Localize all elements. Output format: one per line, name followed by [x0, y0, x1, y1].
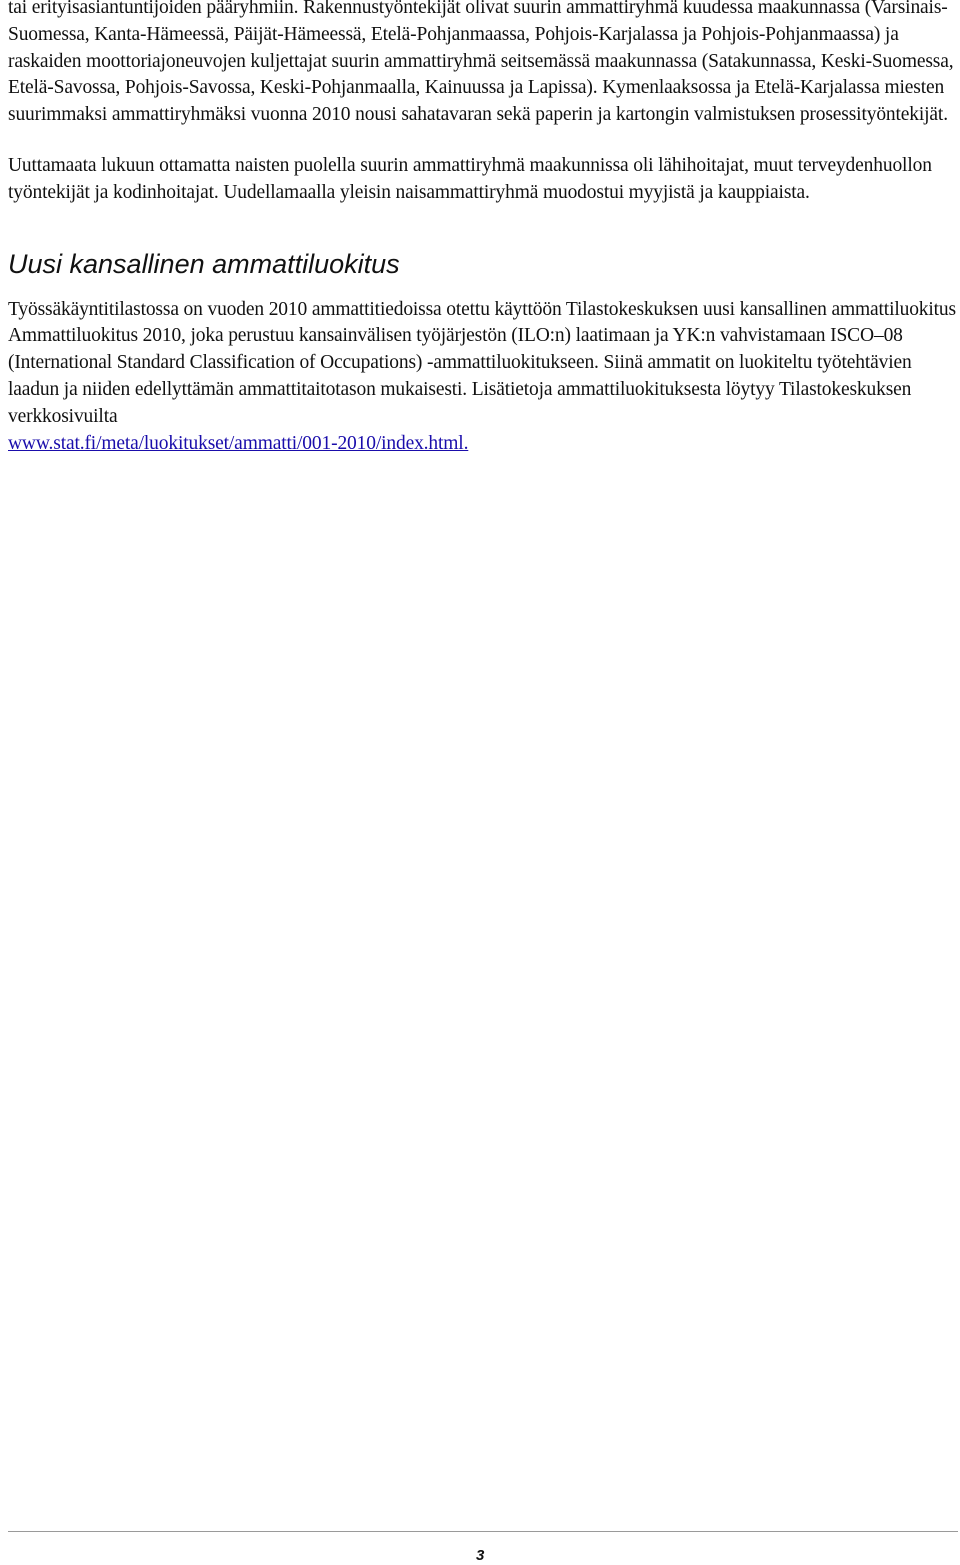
section-paragraph-text: Työssäkäyntitilastossa on vuoden 2010 ammattitiedoissa otettu käyttöön Tilastokeskuksen uusi kansallinen ammattiluokitus Ammattiluokitus 2010, joka perustuu kansainvälisen työjärjestön (ILO:n) laatimaan ja YK:n vahvistamaan ISCO–08 (International Standard Classification of Occupations) -ammattiluokitukseen. Siinä ammatit on luokiteltu työtehtävien laadun ja niiden edellyttämän ammattitaitotason mukaisesti. Lisätietoja ammattiluokituksesta löytyy Tilastokeskuksen verkkosivuilta	[8, 298, 956, 427]
body-paragraph-1: tai erityisasiantuntijoiden pääryhmiin. Rakennustyöntekijät olivat suurin ammattiryhmä kuudessa maakunnassa (Varsinais-Suomessa, Kanta-Hämeessä, Päijät-Hämeessä, Etelä-Pohjanmaassa, Pohjois-Karjalassa ja Pohjois-Pohjanmaassa) ja raskaiden moottoriajoneuvojen kuljettajat suurin ammattiryhmä seitsemässä maakunnassa (Satakunnassa, Keski-Suomessa, Etelä-Savossa, Pohjois-Savossa, Keski-Pohjanmaalla, Kainuussa ja Lapissa). Kymenlaaksossa ja Etelä-Karjalassa miesten suurimmaksi ammattiryhmäksi vuonna 2010 nousi sahatavaran sekä paperin ja kartongin valmistuksen prosessityöntekijät.	[8, 0, 954, 126]
section-paragraph	[8, 297, 958, 458]
classification-link[interactable]: www.stat.fi/meta/luokitukset/ammatti/001-2010/index.html.	[8, 432, 469, 454]
footer-divider	[8, 1531, 958, 1532]
section-heading: Uusi kansallinen ammattiluokitus	[8, 248, 400, 279]
page-number: 3	[476, 1547, 485, 1564]
body-paragraph-2: Uuttamaata lukuun ottamatta naisten puolella suurin ammattiryhmä maakunnissa oli lähihoitajat, muut terveydenhuollon työntekijät ja kodinhoitajat. Uudellamaalla yleisin naisammattiryhmä muodostui myyjistä ja kauppiaista.	[8, 154, 932, 203]
document-page	[8, 0, 958, 457]
